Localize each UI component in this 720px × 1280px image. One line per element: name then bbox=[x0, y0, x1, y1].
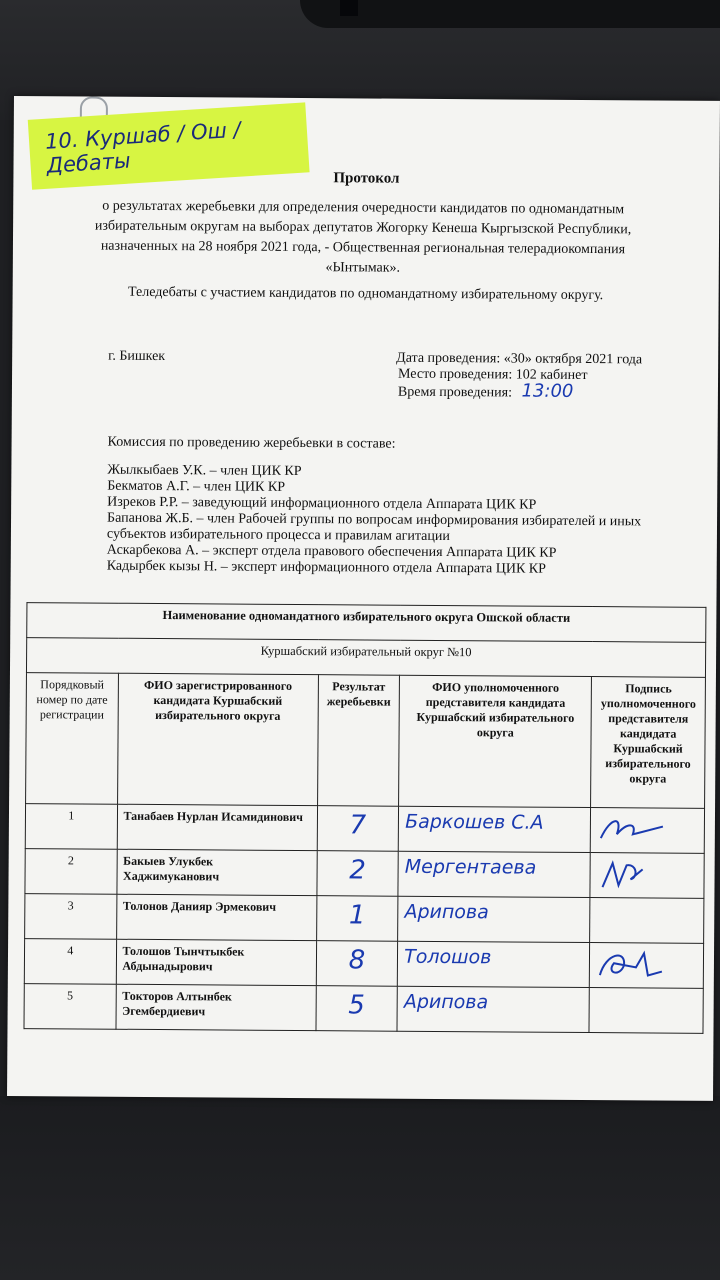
desk-foreground bbox=[0, 1096, 720, 1280]
table-row bbox=[25, 849, 704, 899]
signature-cell bbox=[591, 808, 705, 854]
meta-block bbox=[396, 351, 642, 403]
member-line: Жылкыбаев У.К. – член ЦИК КР bbox=[107, 462, 302, 480]
meta-date: Дата проведения: «30» октября 2021 года bbox=[396, 350, 643, 368]
meta-time-value: 13:00 bbox=[521, 380, 574, 402]
candidate-name: Толонов Данияр Эрмекович bbox=[116, 894, 316, 940]
laptop-corner bbox=[300, 0, 720, 28]
candidate-name: Танабаев Нурлан Исамидинович bbox=[117, 804, 317, 850]
table-row bbox=[25, 804, 704, 854]
draw-result: 1 bbox=[316, 896, 398, 942]
meta-time-label: Время проведения: bbox=[397, 384, 513, 401]
document-subtitle: о результатах жеребьевки для определения очередности кандидатов по одномандатным избирательным округам на выборах депутатов Жогорку Кенеша Кыргызской Республики, назначенных на 28 ноября 2021 года, - Общественная региональная телерадиокомпания «Ынтымак». bbox=[94, 198, 632, 276]
representative-name: Арипова bbox=[397, 986, 589, 1032]
column-header: ФИО уполномоченного представителя кандидата Куршабский избирательного округа bbox=[399, 675, 592, 807]
column-header: ФИО зарегистрированного кандидата Куршабский избирательного округа bbox=[117, 673, 318, 805]
candidate-name: Токторов Алтынбек Эгембердиевич bbox=[116, 984, 316, 1030]
sticky-note: 10. Куршаб / Ош / Дебаты bbox=[28, 102, 310, 189]
document-title: Протокол bbox=[333, 170, 400, 187]
district-header: Куршабский избирательный округ №10 bbox=[26, 638, 705, 678]
draw-result: 2 bbox=[317, 851, 399, 897]
table-row bbox=[24, 984, 703, 1034]
signature-mark bbox=[596, 947, 666, 981]
signature-cell bbox=[590, 898, 704, 944]
column-header: Подпись уполномоченного представителя кандидата Куршабский избирательного округа bbox=[591, 677, 706, 809]
row-number: 3 bbox=[25, 894, 117, 940]
results-table bbox=[23, 602, 706, 1034]
commission-title: Комиссия по проведению жеребьевки в составе: bbox=[107, 434, 396, 452]
device-port bbox=[340, 0, 358, 16]
signature-cell bbox=[589, 988, 703, 1034]
row-number: 5 bbox=[24, 984, 116, 1030]
member-line: Бапанова Ж.Б. – член Рабочей группы по вопросам информирования избирателей и иных субъектов избирательного процесса и правилам агитации bbox=[106, 510, 642, 545]
member-line: Кадырбек кызы Н. – эксперт информационного отдела Аппарата ЦИК КР bbox=[106, 558, 547, 577]
region-header: Наименование одномандатного избирательного округа Ошской области bbox=[27, 603, 706, 643]
member-line: Изреков Р.Р. – заведующий информационного отдела Аппарата ЦИК КР bbox=[107, 494, 537, 513]
member-line: Бекматов А.Г. – член ЦИК КР bbox=[107, 478, 286, 495]
city-label: г. Бишкек bbox=[108, 348, 166, 365]
draw-result: 5 bbox=[316, 986, 398, 1032]
row-number: 4 bbox=[24, 939, 116, 985]
commission-members bbox=[107, 463, 668, 579]
table-row bbox=[24, 939, 703, 989]
meta-time bbox=[397, 380, 642, 403]
draw-result: 8 bbox=[316, 941, 398, 987]
representative-name: Арипова bbox=[398, 896, 590, 942]
signature-cell bbox=[590, 853, 704, 899]
table-row bbox=[25, 894, 704, 944]
candidate-name: Толошов Тынчтыкбек Абдынадырович bbox=[116, 939, 316, 985]
row-number: 2 bbox=[25, 849, 117, 895]
column-header: Порядковый номер по дате регистрации bbox=[26, 673, 118, 805]
debates-line: Теледебаты с участием кандидатов по одномандатному избирательному округу. bbox=[127, 284, 604, 304]
representative-name: Мергентаева bbox=[398, 851, 590, 897]
draw-result: 7 bbox=[317, 806, 399, 852]
meta-place: Место проведения: 102 кабинет bbox=[398, 366, 588, 384]
representative-name: Толошов bbox=[397, 941, 589, 987]
protocol-sheet bbox=[7, 96, 720, 1101]
member-line: Аскарбекова А. – эксперт отдела правового обеспечения Аппарата ЦИК КР bbox=[106, 542, 557, 561]
candidate-name: Бакыев Улукбек Хаджимуканович bbox=[116, 849, 316, 895]
column-header: Результат жеребьевки bbox=[317, 675, 399, 807]
representative-name: Баркошев С.А bbox=[398, 806, 590, 852]
signature-cell bbox=[590, 943, 704, 989]
signature-mark bbox=[597, 812, 667, 846]
signature-mark bbox=[597, 857, 667, 891]
row-number: 1 bbox=[25, 804, 117, 850]
